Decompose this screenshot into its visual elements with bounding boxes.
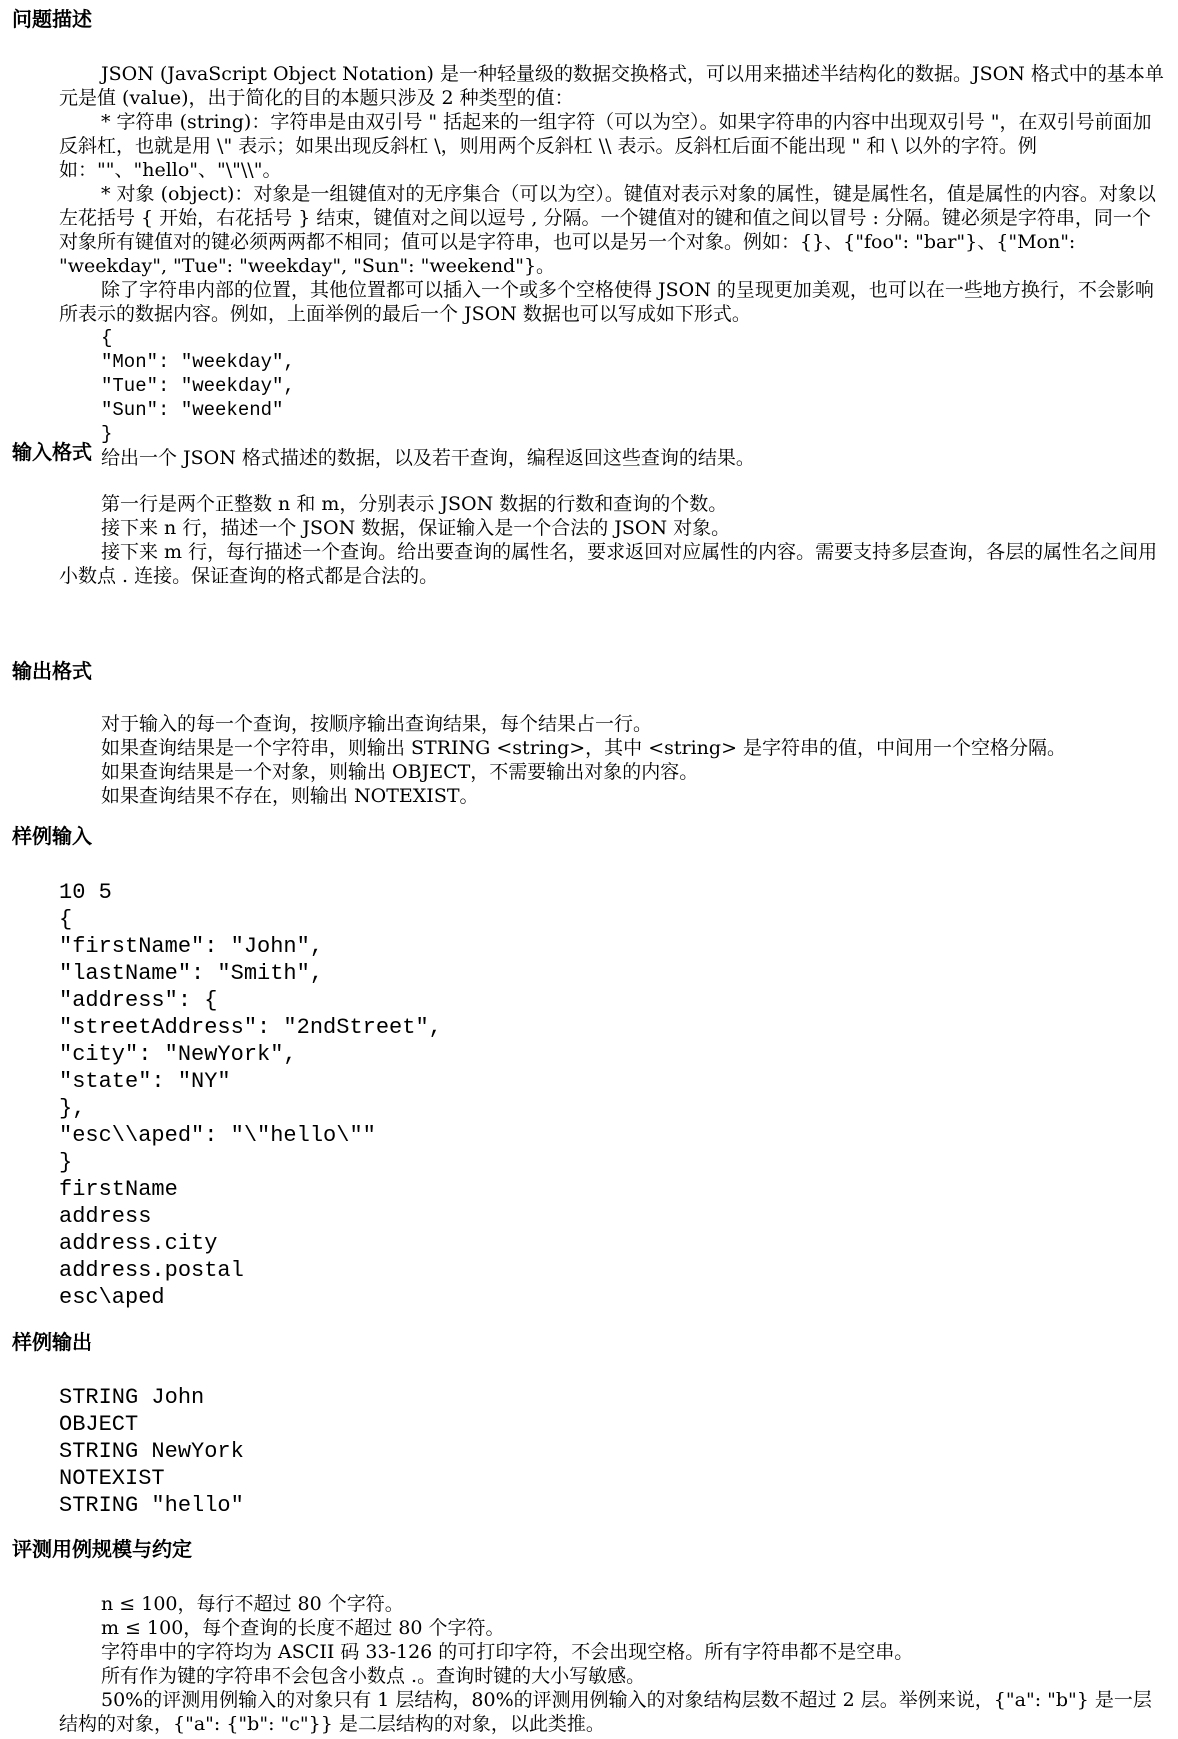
paragraph-json-intro: JSON (JavaScript Object Notation) 是一种轻量级的数据交换格式，可以用来描述半结构化的数据。JSON 格式中的基本单元是值 (value)，出于简化的目的本题只涉及 2 种类型的值： [59, 63, 1164, 109]
sample-output-line: STRING NewYork [59, 1439, 244, 1464]
constraint-paragraph: m ≤ 100，每个查询的长度不超过 80 个字符。 [101, 1617, 505, 1639]
json-example-line: "Tue": "weekday", [101, 375, 295, 397]
sample-input-line: 10 5 [59, 880, 112, 905]
output-format-paragraph: 对于输入的每一个查询，按顺序输出查询结果，每个结果占一行。 [101, 713, 653, 735]
input-format-paragraph: 接下来 n 行，描述一个 JSON 数据，保证输入是一个合法的 JSON 对象。 [101, 517, 731, 539]
sample-input-line: "streetAddress": "2ndStreet", [59, 1015, 442, 1040]
input-format-paragraph: 第一行是两个正整数 n 和 m，分别表示 JSON 数据的行数和查询的个数。 [101, 493, 728, 515]
input-format-body [59, 492, 1166, 588]
json-example-line: "Mon": "weekday", [101, 351, 295, 373]
sample-output-heading: 样例输出 [12, 1330, 92, 1354]
constraints-heading: 评测用例规模与约定 [12, 1537, 192, 1561]
output-format-paragraph: 如果查询结果不存在，则输出 NOTEXIST。 [101, 785, 479, 807]
output-format-paragraph: 如果查询结果是一个对象，则输出 OBJECT，不需要输出对象的内容。 [101, 761, 699, 783]
sample-output-line: STRING "hello" [59, 1493, 244, 1518]
output-format-body [59, 712, 1166, 808]
constraint-paragraph: 50%的评测用例输入的对象只有 1 层结构，80%的评测用例输入的对象结构层数不超过 2 层。举例来说，{"a": "b"} 是一层结构的对象，{"a": {"b": "c"}} 是二层结构的对象，以此类推。 [59, 1689, 1152, 1735]
constraint-paragraph: 所有作为键的字符串不会包含小数点 .。查询时键的大小写敏感。 [101, 1665, 646, 1687]
problem-description-body [59, 62, 1166, 470]
paragraph-task-summary: 给出一个 JSON 格式描述的数据，以及若干查询，编程返回这些查询的结果。 [101, 447, 755, 469]
problem-description-heading: 问题描述 [12, 7, 92, 31]
sample-output-block [59, 1384, 244, 1519]
sample-input-line: "esc\\aped": "\"hello\"" [59, 1123, 376, 1148]
constraint-paragraph: 字符串中的字符均为 ASCII 码 33-126 的可打印字符，不会出现空格。所有字符串都不是空串。 [101, 1641, 914, 1663]
json-example-line: "Sun": "weekend" [101, 399, 284, 421]
sample-output-line: STRING John [59, 1385, 205, 1410]
sample-input-line: esc\aped [59, 1285, 165, 1310]
paragraph-whitespace-rule: 除了字符串内部的位置，其他位置都可以插入一个或多个空格使得 JSON 的呈现更加美观，也可以在一些地方换行，不会影响所表示的数据内容。例如，上面举例的最后一个 JSON 数据也可以写成如下形式。 [59, 279, 1154, 325]
sample-input-line: firstName [59, 1177, 178, 1202]
json-example-line: { [101, 327, 113, 349]
paragraph-string-type: * 字符串 (string)：字符串是由双引号 " 括起来的一组字符（可以为空）。如果字符串的内容中出现双引号 "，在双引号前面加反斜杠，也就是用 \" 表示；如果出现反斜杠 \，则用两个反斜杠 \\ 表示。反斜杠后面不能出现 " 和 \ 以外的字符。例如：""、"hello"、"\"\\"。 [59, 111, 1152, 181]
input-format-heading: 输入格式 [12, 440, 92, 464]
sample-input-line: address.postal [59, 1258, 244, 1283]
constraint-paragraph: n ≤ 100，每行不超过 80 个字符。 [101, 1593, 404, 1615]
sample-input-line: } [59, 1150, 73, 1175]
output-format-paragraph: 如果查询结果是一个字符串，则输出 STRING <string>，其中 <string> 是字符串的值，中间用一个空格分隔。 [101, 737, 1067, 759]
sample-input-line: { [59, 907, 73, 932]
sample-input-line: }, [59, 1096, 86, 1121]
sample-input-line: address [59, 1204, 152, 1229]
json-example-line: } [101, 423, 113, 445]
sample-input-line: "city": "NewYork", [59, 1042, 297, 1067]
sample-input-line: "address": { [59, 988, 218, 1013]
constraints-body [59, 1592, 1166, 1736]
sample-input-heading: 样例输入 [12, 824, 92, 848]
sample-input-line: "firstName": "John", [59, 934, 324, 959]
sample-input-block [59, 879, 442, 1311]
sample-input-line: "lastName": "Smith", [59, 961, 324, 986]
paragraph-object-type: * 对象 (object)：对象是一组键值对的无序集合（可以为空）。键值对表示对象的属性，键是属性名，值是属性的内容。对象以左花括号 { 开始，右花括号 } 结束，键值对之间以逗号 , 分隔。一个键值对的键和值之间以冒号 : 分隔。键必须是字符串，同一个对象所有键值对的键必须两两都不相同；值可以是字符串，也可以是另一个对象。例如：{}、{"foo": "bar"}、{"Mon": "weekday", "Tue": "weekday", "Sun": "weekend"}。 [59, 183, 1156, 277]
sample-input-line: address.city [59, 1231, 218, 1256]
input-format-paragraph: 接下来 m 行，每行描述一个查询。给出要查询的属性名，要求返回对应属性的内容。需要支持多层查询，各层的属性名之间用小数点 . 连接。保证查询的格式都是合法的。 [59, 541, 1158, 587]
output-format-heading: 输出格式 [12, 659, 92, 683]
sample-input-line: "state": "NY" [59, 1069, 231, 1094]
sample-output-line: OBJECT [59, 1412, 139, 1437]
sample-output-line: NOTEXIST [59, 1466, 165, 1491]
